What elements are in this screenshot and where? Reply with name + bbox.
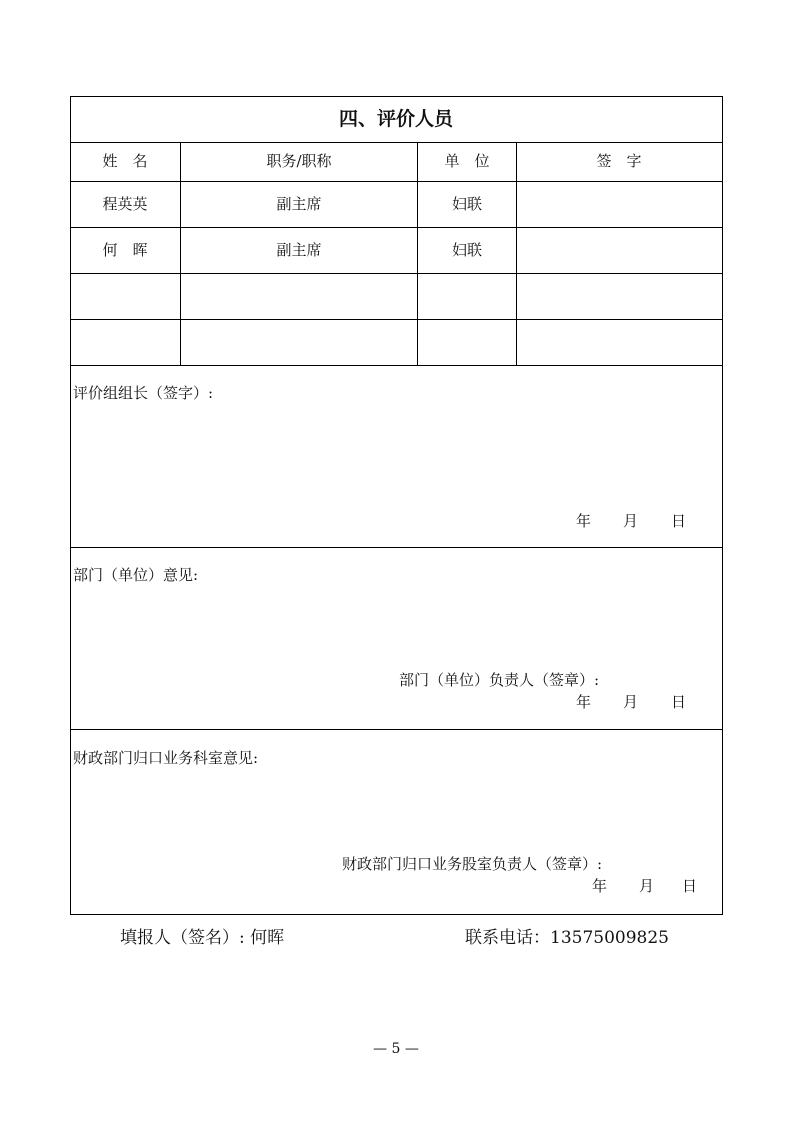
dept-date-year: 年 [576, 693, 592, 711]
leader-date-day: 日 [671, 512, 687, 530]
header-name: 姓 名 [102, 152, 148, 170]
row1-unit: 妇联 [451, 195, 483, 213]
rule-row1-bottom [70, 227, 723, 228]
section-title: 四、评价人员 [338, 108, 454, 130]
row1-position: 副主席 [276, 195, 322, 213]
header-unit: 单 位 [444, 152, 490, 170]
header-signature: 签 字 [596, 152, 642, 170]
rule-row3-bottom [70, 319, 723, 320]
rule-row2-bottom [70, 273, 723, 274]
rule-title-bottom [70, 142, 723, 143]
contact-phone: 联系电话：13575009825 [465, 928, 669, 948]
leader-date-year: 年 [576, 512, 592, 530]
rule-table-bottom [70, 365, 723, 366]
filler-signature: 填报人（签名）: 何晖 [120, 928, 285, 948]
dept-date-day: 日 [671, 693, 687, 711]
finance-opinion-label: 财政部门归口业务科室意见: [73, 749, 259, 767]
rule-dept-bottom [70, 729, 723, 730]
page-number: — 5 — [373, 1041, 419, 1057]
dept-opinion-label: 部门（单位）意见: [73, 566, 199, 584]
rule-leader-bottom [70, 547, 723, 548]
rule-header-bottom [70, 181, 723, 182]
finance-date-day: 日 [682, 877, 698, 895]
finance-date-month: 月 [639, 877, 655, 895]
leader-date-month: 月 [623, 512, 639, 530]
finance-sign-label: 财政部门归口业务股室负责人（签章）: [342, 855, 603, 873]
dept-sign-label: 部门（单位）负责人（签章）: [399, 671, 600, 689]
finance-date-year: 年 [592, 877, 608, 895]
row2-position: 副主席 [276, 241, 322, 259]
leader-label: 评价组组长（签字）: [73, 384, 214, 402]
row2-unit: 妇联 [451, 241, 483, 259]
col-divider-1 [180, 142, 181, 365]
row1-name: 程英英 [102, 195, 148, 213]
row2-name: 何 晖 [102, 241, 148, 259]
dept-date-month: 月 [623, 693, 639, 711]
header-position: 职务/职称 [266, 152, 332, 170]
col-divider-3 [516, 142, 517, 365]
form-frame [70, 96, 723, 915]
col-divider-2 [417, 142, 418, 365]
